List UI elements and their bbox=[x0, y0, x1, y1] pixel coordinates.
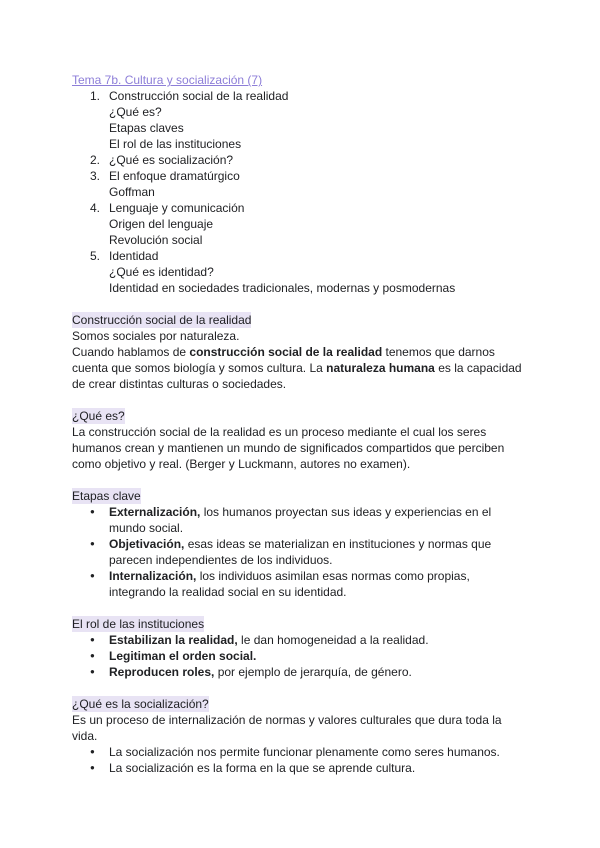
toc-number: 3. bbox=[90, 169, 101, 183]
section-heading: Etapas clave bbox=[72, 489, 141, 503]
bold-term: Objetivación, bbox=[109, 537, 185, 551]
toc-subitem: El rol de las instituciones bbox=[109, 137, 242, 151]
toc-number: 1. bbox=[90, 89, 101, 103]
toc-label: ¿Qué es socialización? bbox=[109, 153, 234, 167]
bold-term: Legitiman el orden social. bbox=[109, 649, 257, 663]
bullet-list bbox=[72, 744, 528, 776]
bold-term: naturaleza humana bbox=[326, 361, 435, 375]
document-page bbox=[72, 72, 528, 776]
list-item bbox=[72, 568, 528, 600]
toc-item bbox=[72, 248, 528, 264]
list-item bbox=[72, 504, 528, 536]
toc-subitem: Goffman bbox=[109, 185, 155, 199]
toc-subitem: ¿Qué es identidad? bbox=[109, 265, 214, 279]
list-item bbox=[72, 536, 528, 568]
toc-item bbox=[72, 152, 528, 168]
toc-subitem: Revolución social bbox=[109, 233, 203, 247]
bold-term: construcción social de la realidad bbox=[189, 345, 383, 359]
list-item: ● La socialización es la forma en la que se aprende cultura. bbox=[72, 760, 528, 776]
toc-number: 5. bbox=[90, 249, 101, 263]
toc-number: 4. bbox=[90, 201, 101, 215]
list-item bbox=[72, 664, 528, 680]
paragraph: Es un proceso de internalización de normas y valores culturales que dura toda la vida. bbox=[72, 713, 502, 743]
text-span: esas ideas se materializan en instituciones y normas que parecen independientes de los individuos. bbox=[109, 537, 492, 567]
bullet-list bbox=[72, 632, 528, 680]
toc-label: Lenguaje y comunicación bbox=[109, 201, 245, 215]
toc-subitem: ¿Qué es? bbox=[109, 105, 162, 119]
paragraph: Somos sociales por naturaleza. bbox=[72, 329, 240, 343]
toc-item bbox=[72, 88, 528, 104]
text-span: Cuando hablamos de bbox=[72, 345, 190, 359]
paragraph: La construcción social de la realidad es un proceso mediante el cual los seres humanos crean y mantienen un mundo de significados compartidos que perciben como objetivo y real. (Berger y Luckmann, autores no examen). bbox=[72, 425, 505, 471]
text-span: es la capacidad de crear distintas culturas o sociedades. bbox=[72, 361, 522, 391]
paragraph bbox=[72, 344, 528, 392]
section-heading: ¿Qué es? bbox=[72, 409, 125, 423]
bold-term: Estabilizan la realidad, bbox=[109, 633, 238, 647]
bullet-list bbox=[72, 504, 528, 600]
table-of-contents bbox=[72, 88, 528, 296]
document-title-link[interactable]: Tema 7b. Cultura y socialización (7) bbox=[72, 73, 263, 87]
toc-item bbox=[72, 168, 528, 184]
list-item: ● La socialización nos permite funcionar plenamente como seres humanos. bbox=[72, 744, 528, 760]
bold-term: Reproducen roles, bbox=[109, 665, 215, 679]
toc-subitem: Etapas claves bbox=[109, 121, 184, 135]
section-heading: Construcción social de la realidad bbox=[72, 313, 252, 327]
toc-subitem: Origen del lenguaje bbox=[109, 217, 214, 231]
text-span: los individuos asimilan esas normas como propias, integrando la realidad social en su identidad. bbox=[109, 569, 470, 599]
bold-term: Externalización, bbox=[109, 505, 201, 519]
section-heading: ¿Qué es la socialización? bbox=[72, 697, 209, 711]
text-span: tenemos que darnos cuenta que somos biología y somos cultura. La bbox=[72, 345, 495, 375]
text-span: los humanos proyectan sus ideas y experiencias en el mundo social. bbox=[109, 505, 492, 535]
toc-item bbox=[72, 200, 528, 216]
toc-number: 2. bbox=[90, 153, 101, 167]
section-heading: El rol de las instituciones bbox=[72, 617, 205, 631]
list-item bbox=[72, 632, 528, 648]
text-span: por ejemplo de jerarquía, de género. bbox=[214, 665, 412, 679]
text-span: le dan homogeneidad a la realidad. bbox=[237, 633, 429, 647]
bold-term: Internalización, bbox=[109, 569, 197, 583]
toc-label: Construcción social de la realidad bbox=[109, 89, 289, 103]
toc-subitem: Identidad en sociedades tradicionales, modernas y posmodernas bbox=[109, 281, 456, 295]
toc-label: El enfoque dramatúrgico bbox=[109, 169, 240, 183]
list-item bbox=[72, 648, 528, 664]
toc-label: Identidad bbox=[109, 249, 159, 263]
